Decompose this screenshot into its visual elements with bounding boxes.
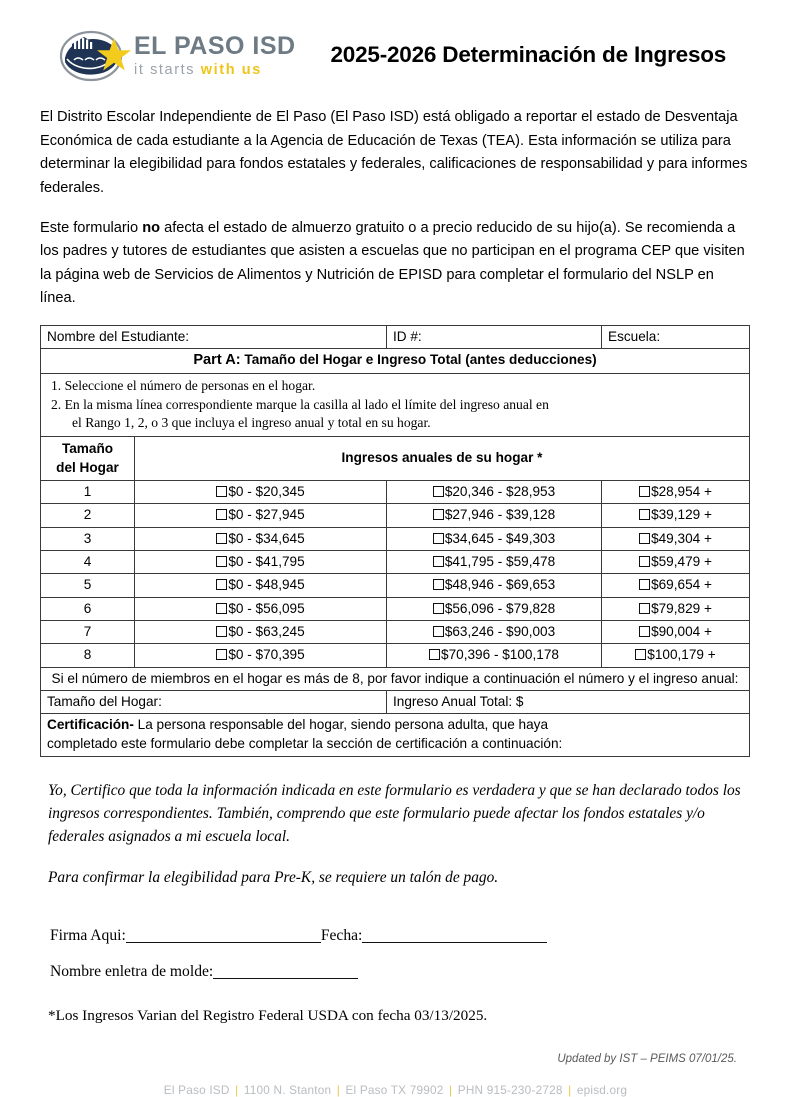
income-range-label: $0 - $48,945: [228, 577, 305, 593]
checkbox-icon[interactable]: [216, 649, 227, 660]
income-range-option[interactable]: [602, 480, 750, 503]
checkbox-icon[interactable]: [639, 556, 650, 567]
printed-name-input-line[interactable]: [213, 978, 358, 979]
site-footer: [40, 1083, 751, 1097]
certification-note-line1: La persona responsable del hogar, siendo persona adulta, que haya: [133, 717, 549, 733]
annual-income-input[interactable]: Ingreso Anual Total: $: [387, 690, 750, 713]
income-range-label: $0 - $63,245: [228, 623, 305, 639]
checkbox-icon[interactable]: [635, 649, 646, 660]
checkbox-icon[interactable]: [639, 486, 650, 497]
page-title: 2025-2026 Determinación de Ingresos: [330, 42, 727, 67]
checkbox-icon[interactable]: [639, 626, 650, 637]
instruction-item-2-cont: el Rango 1, 2, o 3 que incluya el ingreso anual y total en su hogar.: [72, 414, 431, 430]
table-row-part-a-heading: [41, 349, 750, 374]
checkbox-icon[interactable]: [429, 649, 440, 660]
income-range-option[interactable]: [602, 504, 750, 527]
footer-separator-icon: |: [336, 1083, 340, 1097]
instructions-cell: [41, 374, 750, 437]
table-row: [41, 504, 750, 527]
checkbox-icon[interactable]: [639, 533, 650, 544]
income-range-label: $28,954 +: [651, 483, 712, 499]
income-range-label: $0 - $70,395: [228, 647, 305, 663]
instruction-item-1: 1. Seleccione el número de personas en el hogar.: [51, 378, 316, 394]
checkbox-icon[interactable]: [433, 603, 444, 614]
household-size-column-header: [41, 437, 135, 481]
income-range-option[interactable]: [602, 620, 750, 643]
household-size-value: 6: [41, 597, 135, 620]
date-input-line[interactable]: [362, 942, 547, 943]
more-than-8-line1: Si el número de miembros en el hogar es más de 8, por favor indique a continuación el: [51, 670, 575, 686]
household-size-input[interactable]: Tamaño del Hogar:: [41, 690, 387, 713]
prek-note: Para confirmar la elegibilidad para Pre-K, se requiere un talón de pago.: [48, 869, 499, 887]
student-id-field[interactable]: ID #:: [387, 326, 602, 349]
checkbox-icon[interactable]: [433, 579, 444, 590]
logo-tagline: [134, 61, 296, 79]
table-row: [41, 550, 750, 573]
checkbox-icon[interactable]: [216, 486, 227, 497]
signature-label: Firma Aqui:: [50, 927, 126, 945]
income-range-label: $100,179 +: [647, 647, 716, 663]
income-range-option[interactable]: [387, 480, 602, 503]
checkbox-icon[interactable]: [639, 509, 650, 520]
date-label: Fecha:: [320, 927, 363, 945]
annual-income-column-header: Ingresos anuales de su hogar *: [135, 437, 750, 481]
household-size-value: 1: [41, 480, 135, 503]
income-range-label: $41,795 - $59,478: [444, 553, 556, 569]
income-range-label: $34,645 - $49,303: [444, 530, 556, 546]
table-row: [41, 620, 750, 643]
intro-section: [40, 106, 751, 311]
income-range-option[interactable]: [135, 550, 387, 573]
part-a-lead: Part A:: [193, 352, 241, 369]
income-range-option[interactable]: [387, 574, 602, 597]
more-than-8-note: [41, 667, 750, 690]
checkbox-icon[interactable]: [216, 603, 227, 614]
document-header: [40, 0, 751, 90]
part-a-heading: [41, 349, 750, 374]
intro-p2-part1: Este formulario: [40, 219, 143, 236]
footer-phone: PHN 915-230-2728: [457, 1083, 563, 1097]
checkbox-icon[interactable]: [433, 486, 444, 497]
school-field[interactable]: Escuela:: [602, 326, 750, 349]
income-range-label: $90,004 +: [651, 623, 712, 639]
income-range-label: $69,654 +: [651, 577, 712, 593]
table-row-student-info: [41, 326, 750, 349]
district-logo: [58, 28, 296, 84]
income-range-label: $59,479 +: [651, 553, 712, 569]
income-range-option[interactable]: [387, 550, 602, 573]
table-row-household-entry: [41, 690, 750, 713]
logo-tagline-gold: with us: [200, 61, 262, 78]
income-range-label: $0 - $34,645: [228, 530, 305, 546]
income-range-option[interactable]: [387, 597, 602, 620]
income-range-label: $20,346 - $28,953: [444, 483, 556, 499]
checkbox-icon[interactable]: [639, 603, 650, 614]
income-range-option[interactable]: [135, 574, 387, 597]
table-row: [41, 527, 750, 550]
table-row-instructions: [41, 374, 750, 437]
intro-p2-part2: afecta el estado de almuerzo gratuito o a precio reducido de su hijo(a). Se recomienda a los padres y tutores de estudiantes que asisten a escuelas que no participan en el programa CEP que visiten la página web de Servicios de Alimentos y Nutrición de EPISD para completar el formulario del NSLP en línea.: [40, 219, 745, 307]
household-size-value: 5: [41, 574, 135, 597]
table-row: [41, 597, 750, 620]
el-paso-isd-emblem-icon: [58, 28, 132, 84]
certification-statement: Yo, Certifico que toda la información indicada en este formulario es verdadera y que se han declarado todos los ingresos correspondientes. También, comprendo que este formulario puede afectar los fondos estatales y/o federales asignados a mi escuela local.: [48, 782, 741, 846]
footer-district: El Paso ISD: [163, 1083, 230, 1097]
logo-tagline-gray: it starts: [134, 61, 196, 78]
logo-wordmark: [134, 33, 296, 78]
footer-separator-icon: |: [449, 1083, 453, 1097]
signature-section: [40, 927, 751, 981]
checkbox-icon[interactable]: [216, 579, 227, 590]
household-size-value: 4: [41, 550, 135, 573]
income-range-label: $79,829 +: [651, 600, 712, 616]
updated-stamp: Updated by IST – PEIMS 07/01/25.: [557, 1053, 737, 1066]
income-range-label: $48,946 - $69,653: [444, 577, 556, 593]
household-size-value: 8: [41, 644, 135, 667]
household-size-value: 7: [41, 620, 135, 643]
income-range-label: $70,396 - $100,178: [441, 647, 559, 663]
income-range-option[interactable]: [602, 574, 750, 597]
intro-p2-emphasis: no: [142, 219, 161, 236]
certification-note-line2: completado este formulario debe completar la sección de certificación a continuación:: [47, 735, 563, 751]
checkbox-icon[interactable]: [433, 556, 444, 567]
income-determination-table: [40, 325, 750, 757]
table-row: [41, 574, 750, 597]
income-range-label: $27,946 - $39,128: [444, 507, 556, 523]
household-size-value: 2: [41, 504, 135, 527]
income-range-option[interactable]: [135, 620, 387, 643]
income-range-option[interactable]: [602, 644, 750, 667]
certification-note-bold: Certificación-: [47, 717, 134, 733]
instruction-item-2: 2. En la misma línea correspondiente marque la casilla al lado el límite del ingreso anual en: [51, 396, 549, 412]
certification-note: [41, 714, 750, 757]
household-size-header-line2: del Hogar: [56, 459, 119, 475]
income-range-label: $39,129 +: [651, 507, 712, 523]
income-range-label: $0 - $20,345: [228, 483, 305, 499]
intro-paragraph-2: [40, 217, 751, 312]
income-range-option[interactable]: [387, 527, 602, 550]
footer-city-state-zip: El Paso TX 79902: [345, 1083, 444, 1097]
certification-statement-section: [40, 779, 751, 889]
table-row-more-than-8-note: [41, 667, 750, 690]
checkbox-icon[interactable]: [216, 509, 227, 520]
printed-name-label: Nombre enletra de molde:: [50, 963, 214, 981]
signature-row: [50, 927, 751, 945]
checkbox-icon[interactable]: [216, 533, 227, 544]
part-a-title: Tamaño del Hogar e Ingreso Total (antes deducciones): [240, 352, 597, 368]
checkbox-icon[interactable]: [639, 579, 650, 590]
footer-website[interactable]: episd.org: [576, 1083, 628, 1097]
income-range-option[interactable]: [387, 504, 602, 527]
income-range-label: $0 - $27,945: [228, 507, 305, 523]
household-size-header-line1: Tamaño: [61, 441, 114, 457]
student-name-field[interactable]: Nombre del Estudiante:: [41, 326, 387, 349]
checkbox-icon[interactable]: [216, 626, 227, 637]
income-range-option[interactable]: [135, 644, 387, 667]
table-row-certification-note: [41, 714, 750, 757]
income-range-label: $0 - $56,095: [228, 600, 305, 616]
table-row: [41, 644, 750, 667]
income-range-option[interactable]: [135, 504, 387, 527]
income-range-label: $0 - $41,795: [228, 553, 305, 569]
income-range-option[interactable]: [602, 550, 750, 573]
income-range-label: $56,096 - $79,828: [444, 600, 556, 616]
footer-address: 1100 N. Stanton: [243, 1083, 332, 1097]
checkbox-icon[interactable]: [433, 509, 444, 520]
signature-input-line[interactable]: [126, 942, 321, 943]
household-size-value: 3: [41, 527, 135, 550]
table-row: [41, 480, 750, 503]
income-range-option[interactable]: [387, 644, 602, 667]
intro-paragraph-1: El Distrito Escolar Independiente de El Paso (El Paso ISD) está obligado a reportar el estado de Desventaja Económica de cada estudiante a la Agencia de Educación de Texas (TEA). Esta información se utiliza para determinar la elegibilidad para fondos estatales y federales, calificaciones de responsabilidad y para informes federales.: [40, 109, 748, 196]
checkbox-icon[interactable]: [433, 626, 444, 637]
checkbox-icon[interactable]: [216, 556, 227, 567]
income-range-label: $63,246 - $90,003: [444, 623, 556, 639]
income-range-option[interactable]: [602, 527, 750, 550]
checkbox-icon[interactable]: [433, 533, 444, 544]
income-range-option[interactable]: [135, 480, 387, 503]
income-range-option[interactable]: [135, 597, 387, 620]
logo-title: EL PASO ISD: [134, 32, 296, 61]
income-range-option[interactable]: [387, 620, 602, 643]
more-than-8-line2: número y el ingreso anual:: [578, 670, 739, 686]
printed-name-row: [50, 963, 751, 981]
table-row-column-headers: [41, 437, 750, 481]
income-range-option[interactable]: [135, 527, 387, 550]
income-range-option[interactable]: [602, 597, 750, 620]
footer-separator-icon: |: [235, 1083, 239, 1097]
income-range-label: $49,304 +: [651, 530, 712, 546]
usda-footnote: *Los Ingresos Varian del Registro Federal USDA con fecha 03/13/2025.: [48, 1007, 488, 1025]
footer-separator-icon: |: [568, 1083, 572, 1097]
